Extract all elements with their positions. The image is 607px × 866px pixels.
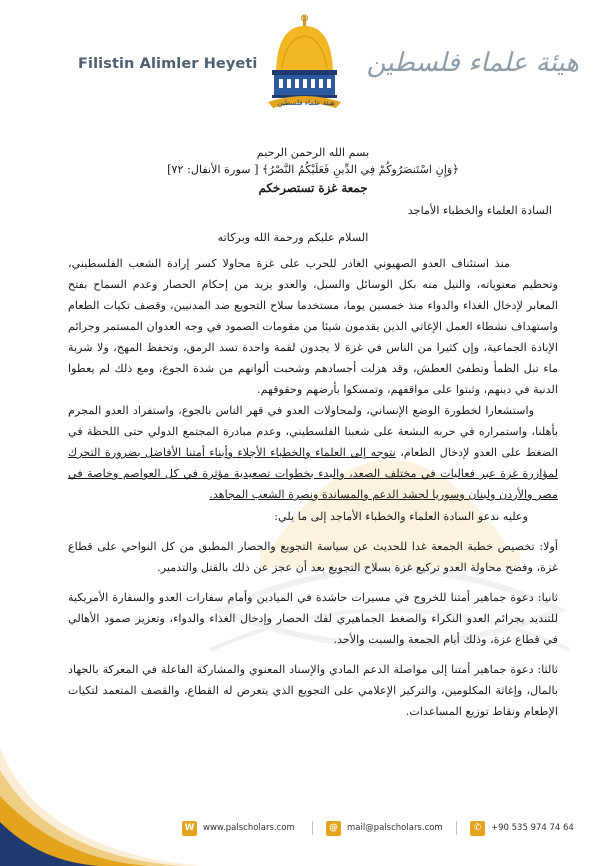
- phone-number[interactable]: +90 535 974 74 64: [491, 823, 574, 833]
- paragraph-1: منذ استئناف العدو الصهيوني الغادر للحرب على غزة محاولا كسر إرادة الشعب الفلسطيني، وتحطيم معنوياته، والنيل منه بكل الوسائل والسبل، والعدو يزيد من إحكام الحصار وعدم السماح بفتح المعابر لإدخال الغذاء والدواء منذ خمسين يوما، مستخدما سلاح التجويع ضد المدنيين، وقصف تكيات الطعام واستهداف نشطاء العمل الإغاثي الذين يقدمون شيئا من مقومات الصمود في وجه العدوان المستمر وجرائم الإبادة الجماعية، وإن كثيرا من الناس في غزة لا يجدون لقمة واحدة تسد الرمق، وتحفظ المهج، ولا شربة ماء تبل الظمأ وتطفئ العطش، وقد هزلت أجسادهم وشحبت ألوانهم من شدة الجوع، ومع ذلك لم يعطوا الدنية في دينهم، وثبتوا على مواقفهم، وتمسكوا بأرضهم وحقوقهم.: [68, 257, 558, 396]
- footer-divider: [456, 821, 457, 835]
- letter-title: جمعة غزة تستصرخكم: [258, 181, 368, 195]
- request-item-3: ثالثا: دعوة جماهير أمتنا إلى مواصلة الدعم المادي والإسناد المعنوي والمشاركة الفاعلة في المعركة بالجهاد بالمال، وإغاثة المكلومين، والتركيز الإعلامي على التجويع الذي يتعرض له القطاع، والقصف المتعمد لتكيات الإطعام ونقاط توزيع المساعدات.: [68, 663, 558, 718]
- org-name-arabic-calligraphy: هيئة علماء فلسطين: [366, 48, 579, 78]
- phone-contact[interactable]: [470, 817, 574, 839]
- email-contact[interactable]: [326, 817, 443, 839]
- web-icon: W: [182, 821, 197, 836]
- basmala: بسم الله الرحمن الرحيم: [256, 146, 370, 159]
- footer-contacts: [170, 817, 590, 839]
- letter-address: السادة العلماء والخطباء الأماجد: [407, 204, 552, 217]
- paragraph-2-text: واستشعارا لخطورة الوضع الإنساني، ولمحاولات العدو في قهر الناس بالجوع، واستفراد العدو المجرم بأهلنا، واستمراره في حربه البشعة على شعبنا الفلسطيني، وعدم مبادرة المجتمع الدولي حتى اللحظة في الضغط على العدو لإدخال الطعام،: [68, 404, 558, 459]
- website-link[interactable]: www.palscholars.com: [203, 823, 295, 833]
- letter-greeting: السلام عليكم ورحمة الله وبركاته: [217, 231, 369, 244]
- letter-body: [68, 144, 558, 722]
- emblem-caption: هيئة علماء فلسطين: [277, 99, 335, 107]
- paragraph-2: [68, 400, 558, 505]
- phone-icon: ✆: [470, 821, 485, 836]
- letterhead: [0, 0, 607, 130]
- decorative-corner-swoosh: [0, 700, 200, 866]
- email-link[interactable]: mail@palscholars.com: [347, 823, 443, 833]
- paragraph-2-underlined-call: نتوجه إلى العلماء والخطباء الأجلاء وأبناء أمتنا الأفاضل بضرورة التحرك لمؤازرة غزة عبر فعاليات في مختلف الصعد، والبدء بخطوات تصعيدية مؤثرة في كل العواصم وخاصة في مصر والأردن ولبنان وسوريا لحشد الدعم والمساندة ونصرة الشعب المجاهد.: [68, 446, 558, 501]
- email-icon: @: [326, 821, 341, 836]
- org-name-latin: Filistin Alimler Heyeti: [78, 56, 258, 72]
- footer-divider: [312, 821, 313, 835]
- requests-intro: وعليه ندعو السادة العلماء والخطباء الأماجد إلى ما يلي:: [274, 510, 528, 523]
- request-item-2: ثانيا: دعوة جماهير أمتنا للخروج في مسيرات حاشدة في الميادين وأمام سفارات العدو والسفارة الأمريكية للتنديد بجرائم العدو النكراء والضغط الجماهيري لفك الحصار وإدخال الغذاء والدواء، وتعزيز صمود الأهالي في قطاع غزة، وذلك أيام الجمعة والسبت والأحد.: [68, 591, 558, 646]
- website-contact[interactable]: [182, 817, 295, 839]
- request-item-1: أولا: تخصيص خطبة الجمعة غدا للحديث عن سياسة التجويع والحصار المطبق من كل النواحي على قطاع غزة، وفضح محاولة العدو تركيع غزة بسلاح التجويع بعد أن عجز عن ذلك بالقتل والتدمير.: [68, 540, 558, 574]
- quran-verse: ﴿وَإِنِ اسْتَنصَرُوكُمْ فِي الدِّينِ فَعَلَيْكُمُ النَّصْرُ﴾ [ سورة الأنفال: ٧٢]: [167, 163, 459, 176]
